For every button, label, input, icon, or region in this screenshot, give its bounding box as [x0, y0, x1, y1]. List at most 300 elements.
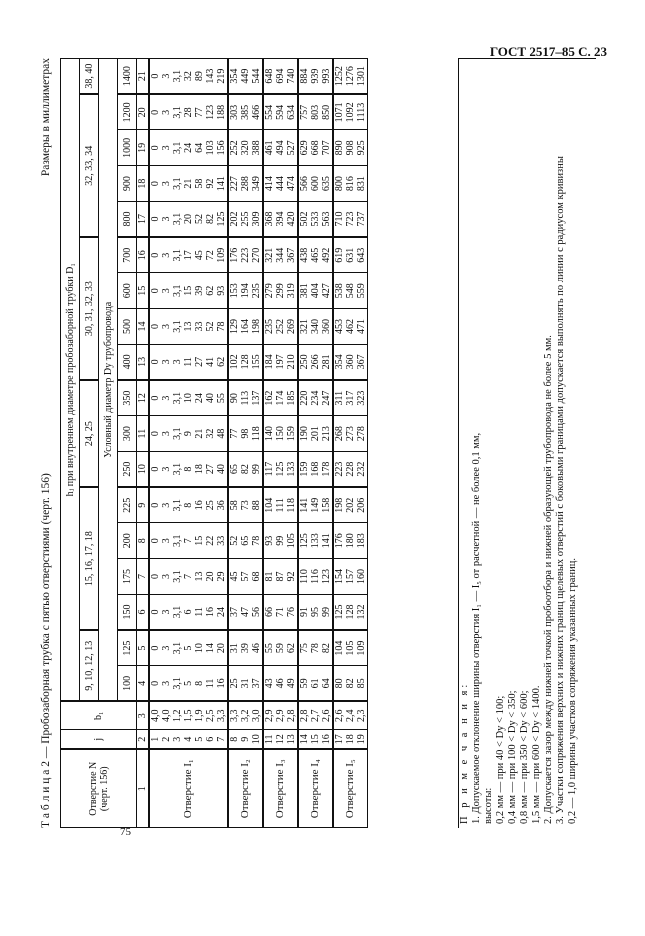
h-values	[298, 237, 333, 273]
h-value: 113	[240, 390, 251, 406]
h-value: 3	[161, 73, 172, 79]
h-value: 0	[150, 323, 161, 329]
h-value: 321	[299, 318, 310, 334]
h-value: 3,1	[172, 391, 183, 405]
h-value: 740	[286, 68, 297, 84]
column-number: 4	[137, 666, 150, 702]
column-number: 11	[137, 416, 150, 452]
h-value: 3,1	[172, 69, 183, 83]
h-value: 59	[275, 643, 286, 654]
b-value: 3,3	[216, 709, 227, 722]
h-value: 158	[321, 497, 332, 513]
h-value: 544	[251, 68, 262, 84]
h-value: 465	[310, 247, 321, 263]
h-value: 5	[183, 645, 194, 651]
h-value: 10	[194, 643, 205, 654]
h-value: 78	[216, 321, 227, 332]
h-value: 14	[205, 643, 216, 654]
dy-value: 1200	[118, 94, 137, 130]
h-value: 723	[345, 211, 356, 227]
table-row-group	[149, 59, 228, 828]
h-value: 360	[345, 354, 356, 370]
h-values	[228, 166, 263, 202]
b-values	[333, 702, 368, 730]
h-value: 137	[251, 390, 262, 406]
h-value: 3,1	[172, 249, 183, 262]
h-value: 3	[161, 466, 172, 472]
h-value: 104	[334, 640, 345, 656]
h-value: 52	[194, 214, 205, 225]
column-number: 17	[137, 201, 150, 237]
h-value: 1276	[345, 66, 356, 87]
note-line: 3. Участки сопряжения верхних и нижних границ щелевых отверстий с боковыми границами допускается выполнять по линии с радиусом кривизны	[555, 156, 566, 824]
b-value: 2,8	[299, 709, 310, 722]
h-value: 104	[264, 497, 275, 513]
d1-group-header: 32, 33, 34	[80, 94, 99, 237]
h-values	[149, 380, 228, 416]
h-values	[298, 201, 333, 237]
h-value: 20	[183, 214, 194, 225]
dy-value: 150	[118, 594, 137, 630]
h-values	[228, 273, 263, 309]
h-value: 414	[264, 176, 275, 192]
h-value: 64	[321, 678, 332, 689]
h-value: 162	[264, 390, 275, 406]
h-value: 908	[345, 140, 356, 156]
table-wrapper	[60, 58, 368, 828]
h-value: 227	[229, 176, 240, 192]
h-value: 502	[299, 211, 310, 227]
h-value: 270	[251, 247, 262, 263]
h-value: 71	[275, 606, 286, 617]
h-value: 129	[229, 318, 240, 334]
j-values	[263, 730, 298, 750]
notes-block	[458, 58, 596, 828]
h-value: 385	[240, 104, 251, 120]
h-value: 27	[194, 356, 205, 367]
h-value: 24	[194, 393, 205, 404]
note-line: 0,4 мм — при 100 < Dy < 350;	[507, 690, 518, 824]
b-values	[263, 702, 298, 730]
h-value: 252	[275, 318, 286, 334]
h-value: 527	[286, 140, 297, 156]
h-value: 707	[321, 140, 332, 156]
h-values	[298, 130, 333, 166]
h-values	[333, 166, 368, 202]
h-value: 49	[286, 678, 297, 689]
h-value: 354	[334, 354, 345, 370]
h-values	[228, 451, 263, 487]
h-value: 634	[286, 104, 297, 120]
h-value: 201	[310, 426, 321, 442]
j-values	[228, 730, 263, 750]
h-value: 0	[150, 145, 161, 151]
h-value: 99	[321, 606, 332, 617]
column-number: 18	[137, 166, 150, 202]
h-value: 255	[240, 211, 251, 227]
h-value: 132	[356, 604, 367, 620]
column-number: 8	[137, 523, 150, 559]
b-value: 2,9	[264, 709, 275, 722]
h-value: 7	[183, 538, 194, 544]
h-value: 340	[310, 318, 321, 334]
h-value: 164	[240, 318, 251, 334]
h-value: 228	[345, 461, 356, 477]
h-value: 48	[216, 428, 227, 439]
h-value: 31	[229, 643, 240, 654]
h-value: 160	[356, 568, 367, 584]
h-values	[228, 523, 263, 559]
h-values	[228, 59, 263, 95]
h-value: 13	[194, 571, 205, 582]
h-value: 0	[150, 395, 161, 401]
h-value: 110	[299, 569, 310, 584]
h-value: 46	[251, 643, 262, 654]
h-value: 273	[345, 426, 356, 442]
j-value: 19	[356, 734, 367, 745]
h-value: 118	[251, 426, 262, 441]
h-values	[228, 94, 263, 130]
note-line: высоты:	[483, 787, 494, 824]
h-value: 0	[150, 431, 161, 437]
h-value: 3,1	[172, 534, 183, 548]
column-number: 7	[137, 559, 150, 595]
h-value: 176	[334, 533, 345, 549]
dy-value: 100	[118, 666, 137, 702]
j-value: 18	[345, 734, 356, 745]
h-value: 22	[205, 535, 216, 546]
h-value: 155	[251, 354, 262, 370]
h-value: 0	[150, 109, 161, 115]
h-value: 223	[240, 247, 251, 263]
h-value: 36	[216, 500, 227, 511]
h-value: 266	[310, 354, 321, 370]
h-value: 102	[229, 354, 240, 370]
table-row-group	[333, 59, 368, 828]
h-value: 20	[216, 643, 227, 654]
h-values	[149, 130, 228, 166]
h-value: 66	[264, 606, 275, 617]
h-values	[298, 666, 333, 702]
h-value: 52	[205, 321, 216, 332]
h-value: 3	[161, 395, 172, 401]
h-value: 141	[299, 497, 310, 513]
h-value: 17	[183, 250, 194, 261]
h-values	[149, 523, 228, 559]
j-value: 2	[161, 736, 172, 742]
column-number: 1	[137, 750, 150, 828]
h-value: 3,1	[172, 284, 183, 297]
h-values	[333, 94, 368, 130]
dy-value: 400	[118, 344, 137, 380]
h-value: 65	[229, 464, 240, 475]
h-value: 474	[286, 176, 297, 192]
h-values	[149, 630, 228, 666]
h-value: 219	[216, 68, 227, 84]
h-value: 381	[299, 283, 310, 299]
h-value: 15	[194, 535, 205, 546]
h-value: 1301	[356, 66, 367, 87]
h-values	[149, 594, 228, 630]
h-value: 548	[345, 283, 356, 299]
h-value: 140	[264, 426, 275, 442]
h-value: 159	[286, 426, 297, 442]
h-values	[298, 559, 333, 595]
h-values	[298, 594, 333, 630]
h-value: 311	[334, 390, 345, 406]
h-value: 492	[321, 247, 332, 263]
h-value: 344	[275, 247, 286, 263]
table-row-group	[298, 59, 333, 828]
h-value: 471	[356, 318, 367, 334]
h-value: 188	[216, 104, 227, 120]
h-value: 82	[345, 678, 356, 689]
h-value: 98	[240, 428, 251, 439]
h-value: 993	[321, 68, 332, 84]
h-values	[263, 166, 298, 202]
h-value: 39	[194, 285, 205, 296]
h-value: 197	[275, 354, 286, 370]
h-value: 33	[216, 535, 227, 546]
h-value: 3,1	[172, 212, 183, 226]
dy-value: 700	[118, 237, 137, 273]
h-values	[298, 630, 333, 666]
dy-value: 800	[118, 201, 137, 237]
column-number: 20	[137, 94, 150, 130]
h-values	[263, 666, 298, 702]
j-value: 6	[205, 736, 216, 742]
b-value: 1,2	[172, 709, 183, 722]
h-value: 92	[205, 178, 216, 189]
b-value: 2,4	[345, 709, 356, 722]
h-value: 154	[334, 568, 345, 584]
h-value: 303	[229, 104, 240, 120]
col-hole-header: Отверстие N (черт. 156)	[61, 750, 137, 828]
h-value: 80	[334, 678, 345, 689]
h-value: 1113	[356, 102, 367, 123]
h-value: 16	[194, 500, 205, 511]
h-values	[263, 416, 298, 452]
note-line: 2. Допускается зазор между нижней точкой пробоотбора и нижней образующей трубопровода не более 5 мм.	[543, 335, 554, 824]
h-values	[263, 630, 298, 666]
h-value: 757	[299, 104, 310, 120]
h-value: 143	[205, 68, 216, 84]
h-value: 360	[321, 318, 332, 334]
h-value: 75	[299, 643, 310, 654]
h-value: 123	[321, 568, 332, 584]
h-value: 128	[345, 604, 356, 620]
h-value: 206	[356, 497, 367, 513]
column-number: 15	[137, 273, 150, 309]
column-number: 6	[137, 594, 150, 630]
h-values	[263, 380, 298, 416]
h-value: 52	[229, 535, 240, 546]
h-value: 635	[321, 176, 332, 192]
h-value: 190	[299, 426, 310, 442]
h-value: 3	[161, 502, 172, 508]
b-values	[149, 702, 228, 730]
h-value: 232	[356, 461, 367, 477]
h-value: 37	[251, 678, 262, 689]
h-value: 3	[161, 359, 172, 365]
h-value: 125	[275, 461, 286, 477]
column-number: 19	[137, 130, 150, 166]
j-value: 8	[229, 736, 240, 742]
h-value: 3,1	[172, 141, 183, 155]
h-value: 3	[161, 680, 172, 686]
h-value: 194	[240, 283, 251, 299]
b-value: 1,5	[183, 709, 194, 722]
h-value: 45	[194, 250, 205, 261]
h-values	[228, 201, 263, 237]
h-value: 890	[334, 140, 345, 156]
h-values	[263, 487, 298, 523]
h-values	[263, 59, 298, 95]
h-values	[149, 59, 228, 95]
j-values	[333, 730, 368, 750]
h-value: 3	[161, 323, 172, 329]
h-value: 16	[216, 678, 227, 689]
h-values	[298, 59, 333, 95]
h-value: 643	[356, 247, 367, 263]
h-values	[228, 344, 263, 380]
h-value: 55	[264, 643, 275, 654]
h-value: 28	[183, 107, 194, 118]
h-value: 559	[356, 283, 367, 299]
b-value: 2,9	[275, 709, 286, 722]
b-value: 4,0	[150, 709, 161, 722]
h-value: 648	[264, 68, 275, 84]
j-value: 4	[183, 736, 194, 742]
h-value: 59	[299, 678, 310, 689]
h-value: 178	[321, 461, 332, 477]
h-value: 0	[150, 680, 161, 686]
h-value: 438	[299, 247, 310, 263]
h-value: 6	[183, 609, 194, 615]
j-value: 3	[172, 736, 183, 742]
h-values	[333, 380, 368, 416]
h-value: 43	[264, 678, 275, 689]
h-value: 57	[240, 571, 251, 582]
h-value: 62	[205, 285, 216, 296]
h-value: 141	[216, 176, 227, 192]
h-value: 88	[251, 500, 262, 511]
h-value: 563	[321, 211, 332, 227]
h-values	[333, 344, 368, 380]
h-value: 279	[264, 283, 275, 299]
h-value: 15	[183, 285, 194, 296]
h-values	[149, 94, 228, 130]
d1-group-header: 15, 16, 17, 18	[80, 487, 99, 630]
h-value: 10	[183, 393, 194, 404]
h-value: 427	[321, 283, 332, 299]
h-value: 368	[264, 211, 275, 227]
h-value: 89	[194, 71, 205, 82]
h-value: 29	[216, 571, 227, 582]
h-value: 68	[251, 571, 262, 582]
h-values	[263, 523, 298, 559]
column-number: 12	[137, 380, 150, 416]
h-value: 123	[205, 104, 216, 120]
h-values	[228, 380, 263, 416]
h-values	[149, 416, 228, 452]
j-value: 16	[321, 734, 332, 745]
h-value: 11	[205, 678, 216, 689]
b-value: 2,5	[205, 709, 216, 722]
h-value: 235	[264, 318, 275, 334]
h-value: 20	[205, 571, 216, 582]
h-value: 47	[240, 606, 251, 617]
h-values	[333, 451, 368, 487]
h-values	[149, 559, 228, 595]
h-value: 299	[275, 283, 286, 299]
h-value: 3	[161, 431, 172, 437]
h-value: 210	[286, 354, 297, 370]
h-value: 831	[356, 176, 367, 192]
page-header: ГОСТ 2517–85 С. 23	[489, 44, 607, 59]
h-value: 99	[275, 535, 286, 546]
h-value: 816	[345, 176, 356, 192]
h-value: 420	[286, 211, 297, 227]
h-value: 81	[264, 571, 275, 582]
j-value: 12	[275, 734, 286, 745]
h-value: 73	[240, 500, 251, 511]
h-values	[263, 559, 298, 595]
h-value: 449	[240, 68, 251, 84]
dy-value: 350	[118, 380, 137, 416]
h-value: 278	[356, 426, 367, 442]
b-value: 2,3	[356, 709, 367, 722]
h-values	[333, 130, 368, 166]
h-value: 32	[205, 428, 216, 439]
h-value: 185	[286, 390, 297, 406]
h-value: 694	[275, 68, 286, 84]
h-value: 25	[205, 500, 216, 511]
h-value: 62	[286, 643, 297, 654]
h-values	[333, 309, 368, 345]
h-values	[298, 309, 333, 345]
h-value: 46	[275, 678, 286, 689]
h-value: 323	[356, 390, 367, 406]
h-value: 24	[183, 142, 194, 153]
h-value: 156	[216, 140, 227, 156]
h-values	[263, 237, 298, 273]
h-value: 65	[240, 535, 251, 546]
h-value: 3	[161, 288, 172, 294]
h-values	[228, 594, 263, 630]
h-value: 174	[275, 390, 286, 406]
h-value: 710	[334, 211, 345, 227]
h-value: 109	[216, 247, 227, 263]
h-value: 103	[205, 140, 216, 156]
h-value: 45	[229, 571, 240, 582]
h-value: 0	[150, 502, 161, 508]
j-value: 10	[251, 734, 262, 745]
h-value: 82	[240, 464, 251, 475]
h-value: 95	[310, 606, 321, 617]
b-value: 4,0	[161, 709, 172, 722]
table-caption-line	[40, 58, 58, 828]
column-number: 13	[137, 344, 150, 380]
h-values	[149, 273, 228, 309]
h-values	[333, 594, 368, 630]
h-value: 1092	[345, 102, 356, 123]
column-number: 3	[137, 702, 150, 730]
h-value: 0	[150, 252, 161, 258]
h-values	[149, 666, 228, 702]
h-values	[298, 166, 333, 202]
dy-header: Условный диаметр Dy трубопровода	[99, 59, 118, 702]
